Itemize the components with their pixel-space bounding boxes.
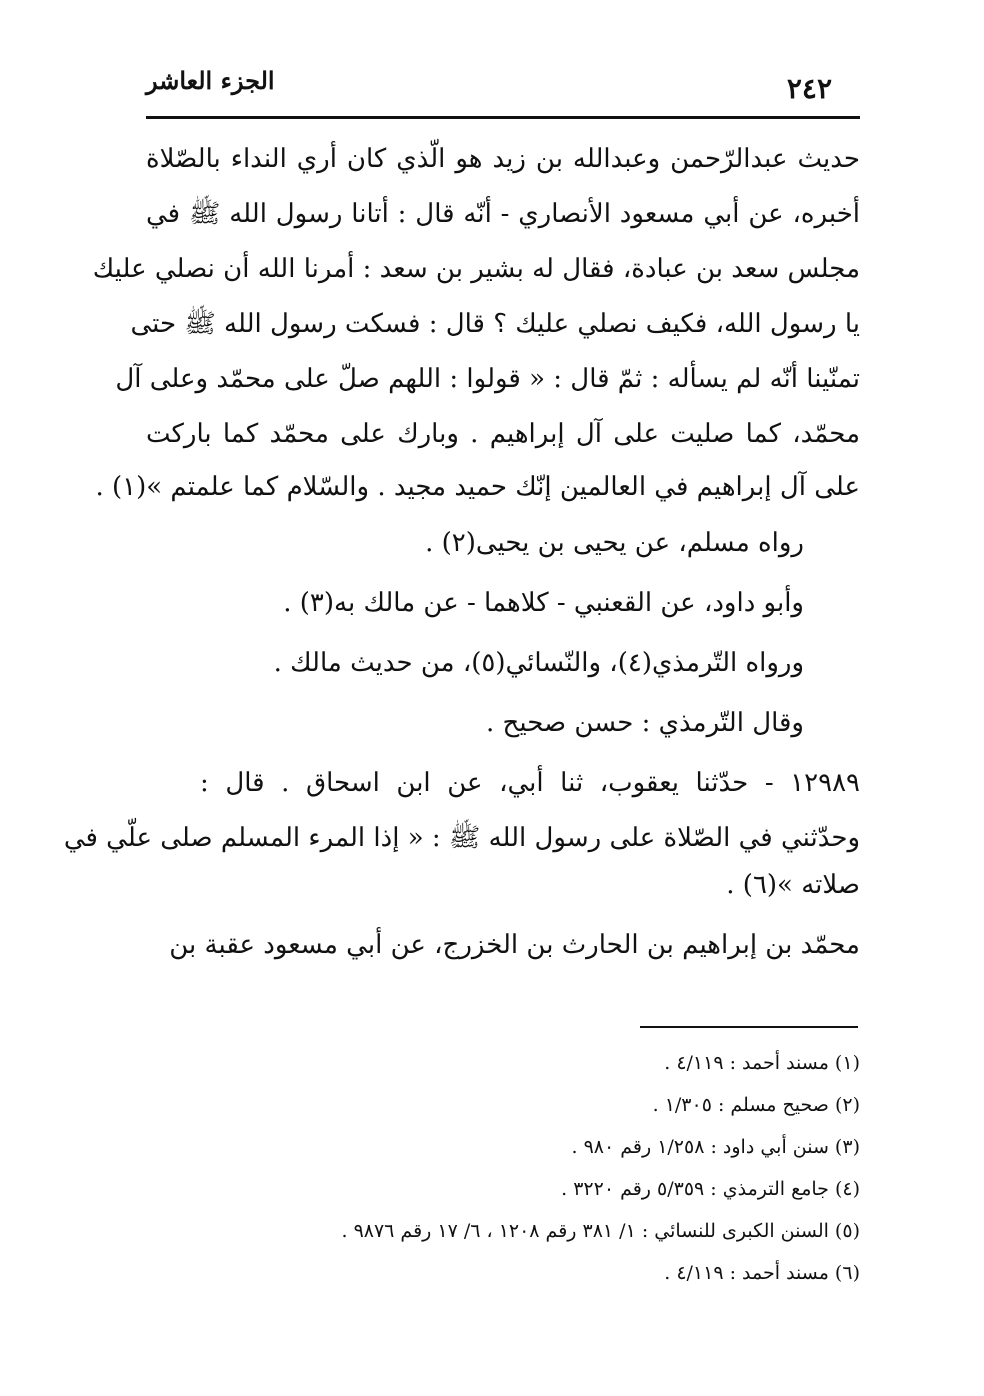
body-line: أخبره، عن أبي مسعود الأنصاري - أنّه قال : أتانا رسول الله ﷺ في	[146, 199, 860, 229]
header-rule	[146, 116, 860, 119]
footnote-rule	[640, 1026, 858, 1028]
body-line: على آل إبراهيم في العالمين إنّك حميد مجيد . والسّلام كما علمتم »(١) .	[95, 472, 860, 502]
page-number: ٢٤٢	[786, 72, 832, 105]
narration-line: وقال التّرمذي : حسن صحيح .	[486, 708, 804, 738]
hadith-line: صلاته »(٦) .	[726, 870, 860, 900]
body-line: يا رسول الله، فكيف نصلي عليك ؟ قال : فسكت رسول الله ﷺ حتى	[130, 309, 860, 339]
body-line: محمّد، كما صليت على آل إبراهيم . وبارك على محمّد كما باركت	[146, 419, 860, 449]
narration-line: رواه مسلم، عن يحيى بن يحيى(٢) .	[425, 528, 804, 558]
footnote: (٢) صحيح مسلم : ١/٣٠٥ .	[652, 1094, 860, 1116]
narration-line: ورواه التّرمذي(٤)، والنّسائي(٥)، من حديث مالك .	[273, 648, 804, 678]
footnote: (٥) السنن الكبرى للنسائي : ١/ ٣٨١ رقم ١٢٠٨ ، ٦/ ١٧ رقم ٩٨٧٦ .	[341, 1220, 860, 1242]
narration-line: وأبو داود، عن القعنبي - كلاهما - عن مالك به(٣) .	[283, 588, 804, 618]
body-line: تمنّينا أنّه لم يسأله : ثمّ قال : « قولوا : اللهم صلّ على محمّد وعلى آل	[115, 364, 860, 394]
footnote: (٤) جامع الترمذي : ٥/٣٥٩ رقم ٣٢٢٠ .	[561, 1178, 860, 1200]
running-title: الجزء العاشر	[146, 66, 275, 95]
body-line: حديث عبدالرّحمن وعبدالله بن زيد هو الّذي كان أري النداء بالصّلاة	[146, 144, 860, 174]
continuation-line: محمّد بن إبراهيم بن الحارث بن الخزرج، عن أبي مسعود عقبة بن	[169, 930, 860, 960]
hadith-line: ١٢٩٨٩ - حدّثنا يعقوب، ثنا أبي، عن ابن اسحاق . قال :	[200, 768, 860, 798]
footnote: (٣) سنن أبي داود : ١/٢٥٨ رقم ٩٨٠ .	[571, 1136, 860, 1158]
footnote: (٦) مسند أحمد : ٤/١١٩ .	[664, 1262, 860, 1284]
footnote: (١) مسند أحمد : ٤/١١٩ .	[664, 1052, 860, 1074]
hadith-line: وحدّثني في الصّلاة على رسول الله ﷺ : « إذا المرء المسلم صلى علّي في	[63, 823, 860, 853]
body-line: مجلس سعد بن عبادة، فقال له بشير بن سعد : أمرنا الله أن نصلي عليك	[92, 254, 860, 284]
